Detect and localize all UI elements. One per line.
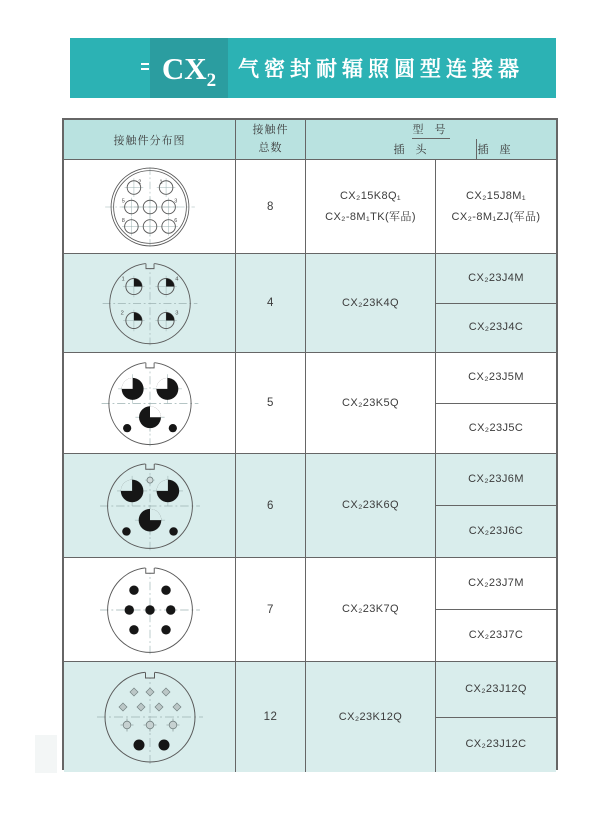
dash-mark-icon [141,63,149,65]
socket-model-subcell [436,662,556,717]
table-row [64,353,556,454]
table-body [64,160,556,772]
header-contact-count-line2: 总数 [258,141,283,154]
contact-count-value: 7 [267,603,274,616]
contact-count-cell [236,160,306,253]
header-model-label: 型 号 [412,120,449,139]
contact-layout-diagram [64,662,236,772]
socket-model-text: CX₂-8M₁ZJ(军品) [451,210,541,223]
plug-model-cell [306,353,436,453]
table-row [64,160,556,254]
socket-model-subcell [436,160,556,253]
plug-model-cell [306,558,436,661]
plug-model-cell [306,254,436,352]
header-model-subrow [347,139,514,159]
header-model-group [306,120,556,159]
socket-model-subcell [436,609,556,661]
socket-model-text: CX₂23J6C [468,525,524,538]
socket-model-text: CX₂23J4C [468,321,524,334]
table-header-row [64,120,556,160]
plug-model-cell [306,160,436,253]
table-row [64,558,556,662]
header-plug-col: 插 头 [347,139,477,159]
svg-text:4: 4 [174,276,178,283]
plug-model-text: CX₂23K7Q [342,603,399,616]
connector-model-table [62,118,558,770]
plug-model-text: CX₂23K12Q [338,710,403,723]
contact-count-cell [236,254,306,352]
socket-model-text: CX₂23J5C [468,421,524,434]
socket-model-subcell [436,558,556,609]
header-banner [70,38,556,98]
socket-model-cell [436,662,556,772]
header-contact-count-col [236,120,306,159]
socket-model-text: CX₂23J6M [468,473,524,486]
plug-model-cell [306,454,436,557]
plug-model-text: CX₂-8M₁TK(军品) [325,210,416,223]
socket-model-cell [436,160,556,253]
svg-text:1: 1 [121,276,125,283]
connector-pin-diagram-svg [75,561,225,659]
page-title: 气密封耐辐照圆型连接器 [238,58,524,81]
svg-text:1: 1 [158,178,163,185]
connector-pin-diagram-svg [75,356,225,451]
scan-artifact [35,735,57,773]
svg-text:8: 8 [121,217,125,224]
contact-layout-diagram [64,160,236,253]
header-contact-layout-col: 接触件分布图 [64,120,236,159]
table-row [64,254,556,353]
socket-model-subcell [436,454,556,505]
series-code-box [150,38,228,98]
connector-pin-diagram-svg [75,257,225,350]
svg-text:2: 2 [120,310,124,317]
socket-model-cell [436,454,556,557]
plug-model-text: CX₂15K8Q₁ [339,189,402,202]
contact-count-cell [236,454,306,557]
socket-model-subcell [436,303,556,353]
plug-model-cell [306,662,436,772]
socket-model-subcell [436,403,556,454]
socket-model-cell [436,254,556,352]
connector-pin-diagram-svg [75,163,225,251]
plug-model-text: CX₂23K5Q [342,396,399,409]
dash-mark-icon [141,68,149,70]
contact-layout-diagram [64,558,236,661]
contact-count-cell [236,662,306,772]
socket-model-text: CX₂15J8M₁ [466,189,526,202]
contact-layout-diagram [64,254,236,352]
plug-model-text: CX₂23K4Q [342,296,399,309]
socket-model-subcell [436,254,556,303]
svg-text:6: 6 [173,217,177,224]
contact-layout-diagram [64,454,236,557]
svg-text:3: 3 [174,310,178,317]
header-socket-col: 插 座 [477,144,515,156]
contact-count-value: 5 [267,397,274,409]
contact-count-value: 8 [267,200,274,213]
header-contact-count-line1: 接触件 [252,123,289,136]
socket-model-subcell [436,353,556,403]
contact-count-cell [236,353,306,453]
contact-count-value: 6 [267,499,274,512]
socket-model-text: CX₂23J4M [468,271,524,284]
socket-model-text: CX₂23J12Q [465,682,527,695]
socket-model-text: CX₂23J7M [468,577,524,590]
plug-model-text: CX₂23K6Q [342,499,399,512]
svg-text:5: 5 [121,197,125,204]
contact-count-cell [236,558,306,661]
socket-model-subcell [436,505,556,557]
socket-model-cell [436,558,556,661]
svg-text:3: 3 [173,197,177,204]
table-row [64,454,556,558]
connector-pin-diagram-svg [75,457,225,555]
contact-count-value: 4 [267,297,274,309]
socket-model-text: CX₂23J12C [465,738,527,751]
socket-model-text: CX₂23J7C [468,629,524,642]
series-code: $CX_2$ [161,50,217,91]
contact-count-value: 12 [263,711,278,723]
contact-layout-diagram [64,353,236,453]
socket-model-subcell [436,717,556,773]
table-row [64,662,556,772]
socket-model-text: CX₂23J5M [468,371,524,384]
svg-text:2: 2 [137,178,141,185]
socket-model-cell [436,353,556,453]
connector-pin-diagram-svg [75,665,225,769]
